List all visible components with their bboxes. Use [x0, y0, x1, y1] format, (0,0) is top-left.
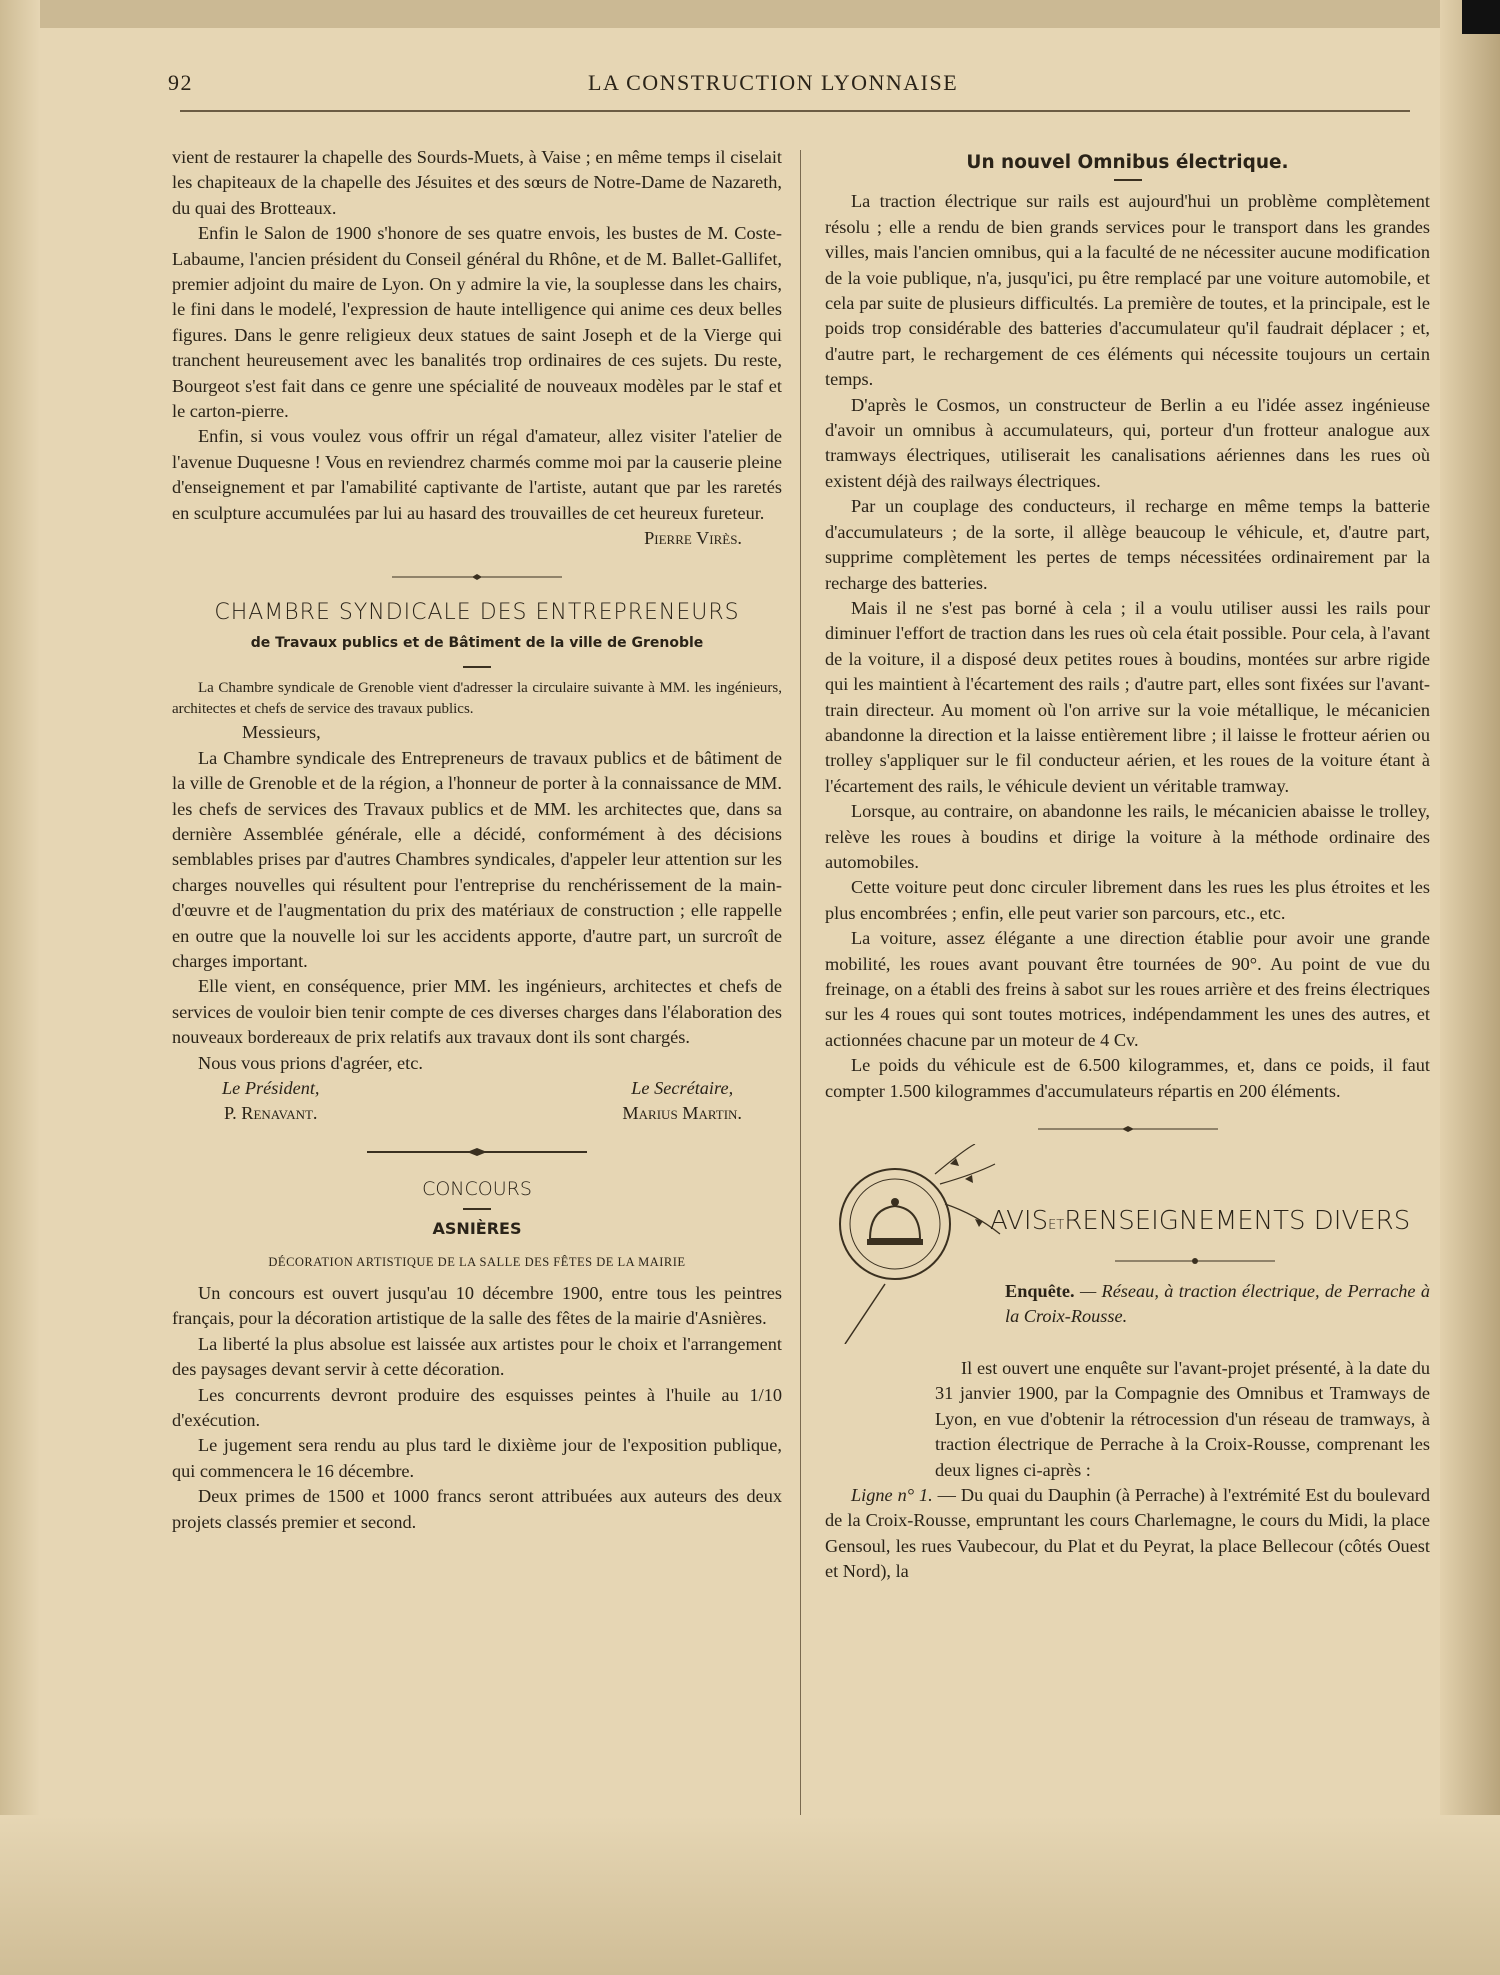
paragraph: Le poids du véhicule est de 6.500 kilogrammes, et, dans ce poids, il faut compter 1.500 kilogrammes d'accumulateurs répartis en 200 éléments.	[825, 1055, 1430, 1101]
author-signature: Pierre Virès.	[644, 528, 742, 549]
paragraph: Lorsque, au contraire, on abandonne les rails, le mécanicien abaisse le trolley, relève les roues à boudins et dirige la voiture à la méthode ordinaire des automobiles.	[825, 801, 1430, 872]
president-name: P. Renavant.	[223, 1103, 318, 1124]
paragraph: Enfin le Salon de 1900 s'honore de ses quatre envois, les bustes de M. Coste-Labaume, l'ancien président du Conseil général du Rhône, et de M. Ballet-Gallifet, premier adjoint du maire de Lyon. On y admire la vie, la souplesse dans les chairs, le fini dans le modelé, l'expression de haute intelligence qui anime ces deux belles figures. Dans le genre religieux deux statues de saint Joseph et de la Vierge qui tranchent heureusement avec les banalités trop ordinaires de ces sujets. Du reste, Bourgeot s'est fait dans ce genre une spécialité de nouveaux modèles par le staf et le carton-pierre.	[172, 223, 782, 422]
scan-corner	[1462, 0, 1500, 34]
page-number: 92	[168, 70, 193, 95]
page-bottom-edge	[0, 1815, 1500, 1975]
paragraph: Les concurrents devront produire des esquisses peintes à l'huile au 1/10 d'exécution.	[172, 1384, 782, 1431]
page-right-edge	[1440, 0, 1500, 1975]
paragraph: La voiture, assez élégante a une direction établie pour avoir une grande mobilité, les roues avant pouvant être tournées de 90°. Au point de vue du freinage, on a établi des freins à sabot sur les roues arrière et des freins électriques sur les 4 roues qui sont toutes motrices, indépendamment les unes des autres, et actionnées chacune par un moteur de 4 Cv.	[825, 928, 1430, 1050]
paragraph: Enfin, si vous voulez vous offrir un régal d'amateur, allez visiter l'atelier de l'avenue Duquesne ! Vous en reviendrez charmés comme moi par la causerie pleine d'enseignement et par l'amabilité captivante de l'artiste, autant que par les raretés en sculpture accumulées par lui au hasard des trouvailles de cet heureux fureteur.	[172, 426, 782, 523]
omnibus-title: Un nouvel Omnibus électrique.	[966, 152, 1289, 173]
paragraph: Nous vous prions d'agréer, etc.	[198, 1052, 423, 1073]
running-title: LA CONSTRUCTION LYONNAISE	[588, 70, 959, 95]
secretary-name: Marius Martin.	[622, 1103, 742, 1124]
section-separator	[1038, 1124, 1218, 1134]
decoration-title: DÉCORATION ARTISTIQUE DE LA SALLE DES FÊTES DE LA MAIRIE	[268, 1254, 686, 1269]
secretary-signature	[622, 1076, 742, 1127]
paragraph: Par un couplage des conducteurs, il recharge en même temps la batterie d'accumulateurs ; de la sorte, il allège beaucoup le véhicule, et, d'autre part, supprime complètement les pertes de temps nécessitées ordinairement par la recharge des batteries.	[825, 496, 1430, 593]
header-rule	[180, 110, 1410, 112]
paragraph: Cette voiture peut donc circuler librement dans les rues les plus étroites et les plus encombrées ; enfin, elle peut varier son parcours, etc., etc.	[825, 877, 1430, 923]
bell-floral-ornament-icon	[825, 1144, 1005, 1344]
paragraph: La Chambre syndicale des Entrepreneurs de travaux publics et de bâtiment de la ville de Grenoble et de la région, a l'honneur de porter à la connaissance de MM. les chefs de services des Travaux publics et de MM. les architectes que, dans sa dernière Assemblée générale, elle a décidé, conformément à des décisions semblables prises par d'autres Chambres syndicales, d'appeler leur attention sur les charges nouvelles qui résultent pour l'entreprise du renchérissement de la main-d'œuvre et de l'augmentation du prix des matériaux de construction ; elle rappelle en outre que la nouvelle loi sur les accidents apporte, d'autre part, un surcroît de charges important.	[172, 747, 782, 971]
chamber-title: CHAMBRE SYNDICALE DES ENTREPRENEURS	[214, 599, 740, 625]
secretary-label: Le Secrétaire,	[631, 1078, 734, 1098]
president-signature	[222, 1076, 320, 1127]
page-top-edge	[0, 0, 1500, 28]
column-rule	[800, 150, 801, 1815]
salutation: Messieurs,	[242, 722, 321, 743]
asnieres-title: ASNIÈRES	[432, 1219, 522, 1239]
section-separator	[1115, 1256, 1275, 1266]
chamber-subtitle: de Travaux publics et de Bâtiment de la ville de Grenoble	[250, 634, 704, 651]
left-column	[172, 145, 782, 1535]
paragraph: Le jugement sera rendu au plus tard le dixième jour de l'exposition publique, qui commencera le 16 décembre.	[172, 1435, 782, 1481]
avis-title-a: AVIS	[990, 1206, 1049, 1237]
enquete-paragraph: Il est ouvert une enquête sur l'avant-projet présenté, à la date du 31 janvier 1900, par la Compagnie des Omnibus et Tramways de Lyon, en vue d'obtenir la rétrocession d'un réseau de tramways, à traction électrique de Perrache à la Croix-Rousse, comprenant les deux lignes ci-après :	[935, 1358, 1430, 1480]
ligne-1	[825, 1483, 1430, 1585]
paragraph: La liberté la plus absolue est laissée aux artistes pour le choix et l'arrangement des paysages devant servir à cette décoration.	[172, 1333, 782, 1380]
paragraph: Deux primes de 1500 et 1000 francs seront attribuées aux auteurs des deux projets classés premier et second.	[172, 1486, 782, 1532]
avis-title-b: RENSEIGNEMENTS DIVERS	[1064, 1206, 1411, 1237]
avis-header	[825, 1144, 1430, 1344]
paragraph: Elle vient, en conséquence, prier MM. les ingénieurs, architectes et chefs de services de vouloir bien tenir compte de ces diverses charges dans l'élaboration des nouveaux bordereaux de prix relatifs aux travaux dont ils sont chargés.	[172, 976, 782, 1048]
letter-signatures	[172, 1076, 782, 1127]
dash-separator	[463, 666, 491, 668]
right-column	[825, 150, 1430, 1585]
page-left-edge	[0, 0, 40, 1975]
paragraph: vient de restaurer la chapelle des Sourds-Muets, à Vaise ; en même temps il ciselait les chapiteaux de la chapelle des Jésuites et des sœurs de Notre-Dame de Nazareth, du quai des Brotteaux.	[172, 147, 782, 218]
avis-title	[990, 1206, 1411, 1238]
chamber-note: La Chambre syndicale de Grenoble vient d'adresser la circulaire suivante à MM. les ingénieurs, architectes et chefs de service des travaux publics.	[172, 680, 782, 718]
paragraph: Mais il ne s'est pas borné à cela ; il a voulu utiliser aussi les rails pour diminuer l'effort de traction dans les rues où cela était possible. Pour cela, à l'avant de la voiture, il a disposé deux petites roues à boudins, montées sur arbre rigide qui les maintient à l'écartement des rails ; d'autre part, elles sont fixées sur l'avant-train directeur. Au moment où l'on arrive sur la voie métallique, le mécanicien abandonne la direction et la laisse entièrement libre ; il laisse le frotteur aérien ou trolley s'appliquer sur le fil conducteur aérien, et les roues de la voiture étant à l'écartement des rails, le véhicule devient un véritable tramway.	[825, 597, 1430, 796]
paragraph: Un concours est ouvert jusqu'au 10 décembre 1900, entre tous les peintres français, pour la décoration artistique de la salle des fêtes de la mairie d'Asnières.	[172, 1283, 782, 1329]
section-separator	[392, 572, 562, 582]
paragraph: La traction électrique sur rails est aujourd'hui un problème complètement résolu ; elle a rendu de bien grands services pour le transport dans les grandes villes, mais l'ancien omnibus, qui a la faculté de ne nécessiter aucune modification de la voie publique, n'a, jusqu'ici, pu être remplacé par une voiture automobile, et cela par suite de plusieurs difficultés. La première de toutes, et la principale, est le poids trop considérable des batteries d'accumulateur qu'il faudrait déplacer ; et, d'autre part, le rechargement de ces éléments qui nécessite toujours un certain temps.	[825, 191, 1430, 390]
paragraph: D'après le Cosmos, un constructeur de Berlin a eu l'idée assez ingénieuse d'avoir un omnibus à accumulateurs, qui, porteur d'un frotteur analogue aux tramways électriques, utiliserait les canalisations aériennes dans les rues où existent déjà des railways électriques.	[825, 394, 1430, 491]
ligne1-label: Ligne n° 1.	[851, 1485, 933, 1506]
page-header	[168, 70, 1418, 100]
section-separator	[367, 1147, 587, 1157]
enquete-subject: — Réseau, à traction électrique, de Perrache à la Croix-Rousse.	[1005, 1281, 1430, 1327]
dash-separator	[463, 1208, 491, 1210]
president-label: Le Président,	[222, 1078, 320, 1098]
enquete-label: Enquête.	[1005, 1281, 1075, 1302]
ligne1-text: — Du quai du Dauphin (à Perrache) à l'extrémité Est du boulevard de la Croix-Rousse, empruntant les cours Charlemagne, le cours du Midi, la place Gensoul, les rues Vaubecour, du Plat et du Peyrat, la place Bellecour (côtés Ouest et Nord), la	[825, 1485, 1430, 1582]
avis-title-et: ET	[1048, 1218, 1065, 1234]
enquete-heading	[1005, 1279, 1430, 1330]
concours-title: CONCOURS	[422, 1177, 532, 1200]
dash-separator	[1114, 179, 1142, 181]
